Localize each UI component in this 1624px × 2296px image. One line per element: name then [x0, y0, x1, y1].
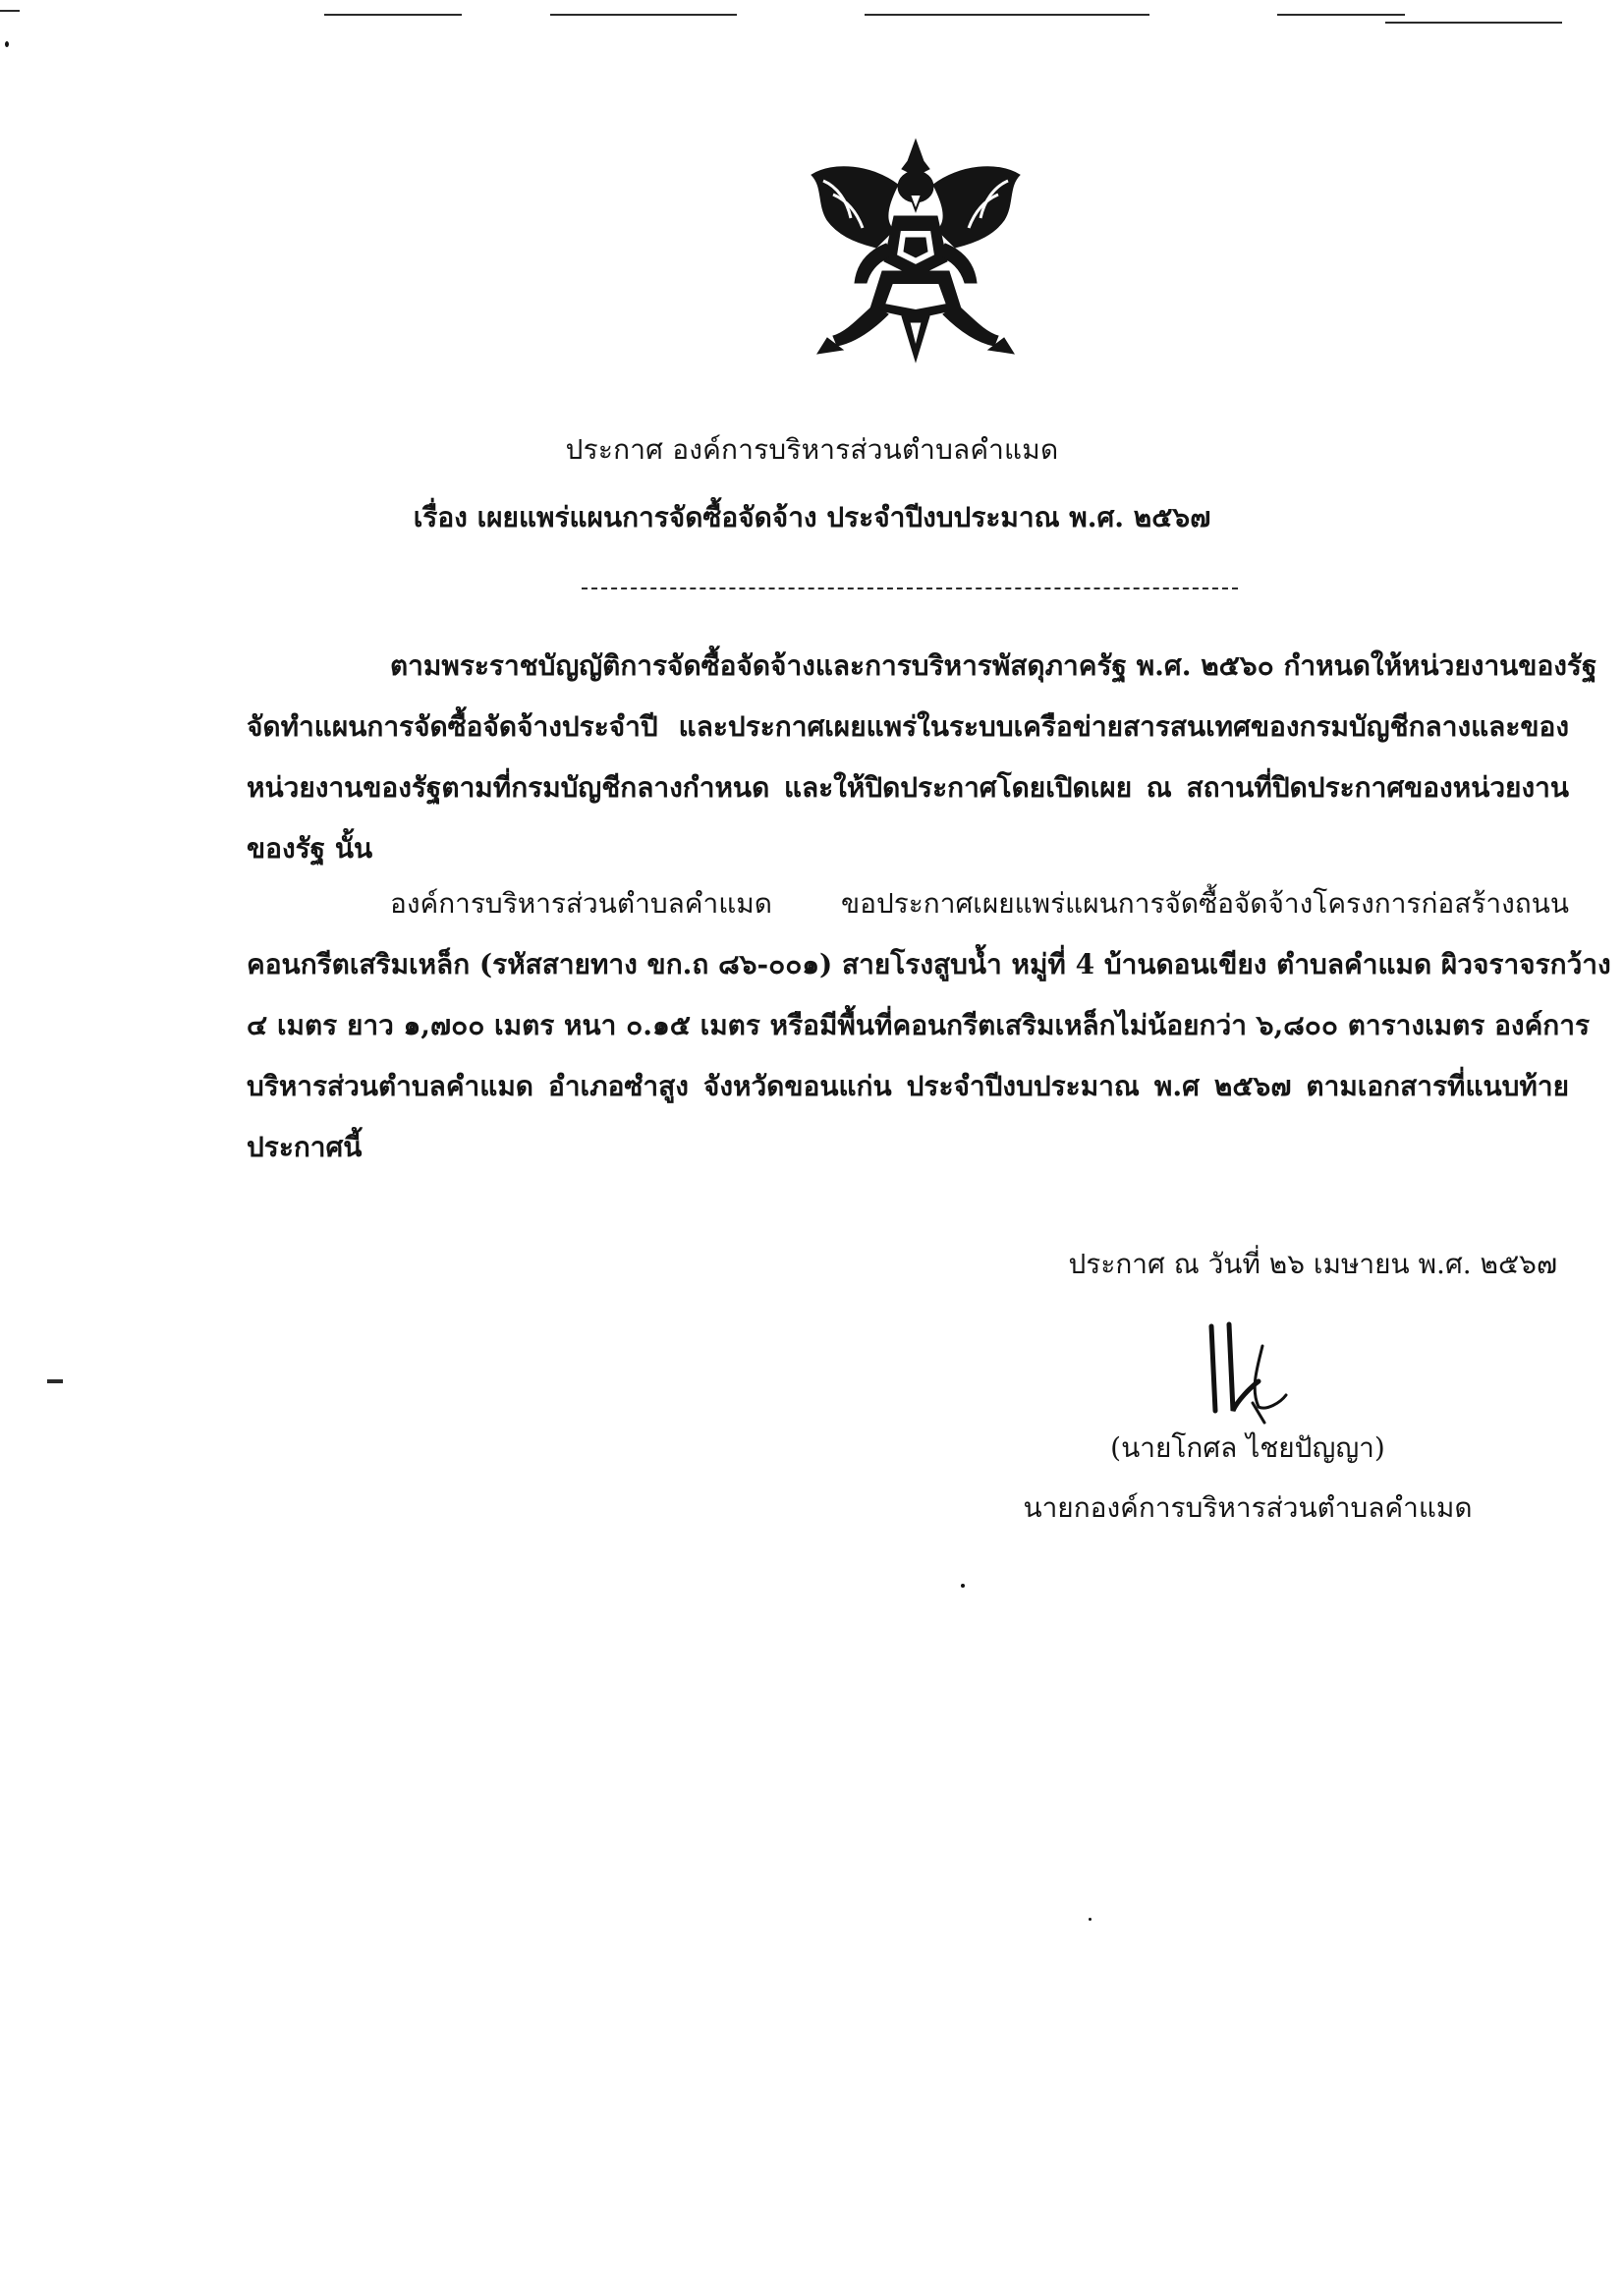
scan-border-top-5 — [1385, 22, 1562, 24]
paragraph-2-line-4: บริหารส่วนตำบลคำแมด อำเภอซำสูง จังหวัดขอนแก่น ประจำปีงบประมาณ พ.ศ ๒๕๖๗ ตามเอกสารที่แนบท้าย — [247, 1070, 1569, 1102]
announcement-title: ประกาศ องค์การบริหารส่วนตำบลคำแมด — [565, 433, 1059, 466]
scan-border-top-2 — [550, 14, 737, 16]
paragraph-2-line-5: ประกาศนี้ — [247, 1131, 363, 1163]
scan-mark-left — [47, 1379, 63, 1383]
paragraph-2-line-2: คอนกรีตเสริมเหล็ก (รหัสสายทาง ขก.ถ ๘๖-๐๐๑) สายโรงสูบน้ำ หมู่ที่ 4 บ้านดอนเขียง ตำบลคำแมด ผิวจราจรกว้าง — [247, 948, 1611, 980]
scan-border-top-3 — [865, 14, 1149, 16]
scan-border-top-left — [0, 10, 20, 12]
scan-border-top-4 — [1277, 14, 1405, 16]
garuda-emblem-icon — [804, 136, 1028, 364]
separator-line — [582, 588, 1238, 589]
scan-speck — [5, 41, 9, 47]
signer-name: (นายโกศล ไชยปัญญา) — [1110, 1431, 1385, 1464]
paragraph-1-line-2: จัดทำแผนการจัดซื้อจัดจ้างประจำปี และประกาศเผยแพร่ในระบบเครือข่ายสารสนเทศของกรมบัญชีกลางและของ — [247, 710, 1569, 743]
scan-speck — [1089, 1918, 1092, 1921]
paragraph-1-line-1: ตามพระราชบัญญัติการจัดซื้อจัดจ้างและการบริหารพัสดุภาครัฐ พ.ศ. ๒๕๖๐ กำหนดให้หน่วยงานของรัฐ — [390, 649, 1597, 682]
signer-title: นายกองค์การบริหารส่วนตำบลคำแมด — [1023, 1491, 1473, 1524]
handwritten-signature — [1194, 1316, 1302, 1425]
subject-line: เรื่อง เผยแพร่แผนการจัดซื้อจัดจ้าง ประจำปีงบประมาณ พ.ศ. ๒๕๖๗ — [413, 501, 1211, 533]
paragraph-2-line-1: องค์การบริหารส่วนตำบลคำแมด ขอประกาศเผยแพร่แผนการจัดซื้อจัดจ้างโครงการก่อสร้างถนน — [390, 887, 1569, 920]
scan-border-top-1 — [324, 14, 462, 16]
paragraph-1-line-4: ของรัฐ นั้น — [247, 832, 373, 865]
paragraph-1-line-3: หน่วยงานของรัฐตามที่กรมบัญชีกลางกำหนด และให้ปิดประกาศโดยเปิดเผย ณ สถานที่ปิดประกาศของหน่วยงาน — [247, 771, 1569, 804]
scan-speck — [961, 1584, 965, 1588]
announcement-date: ประกาศ ณ วันที่ ๒๖ เมษายน พ.ศ. ๒๕๖๗ — [1068, 1248, 1557, 1280]
paragraph-2-line-3: ๔ เมตร ยาว ๑,๗๐๐ เมตร หนา ๐.๑๕ เมตร หรือมีพื้นที่คอนกรีตเสริมเหล็กไม่น้อยกว่า ๖,๘๐๐ ตารางเมตร องค์การ — [247, 1009, 1591, 1041]
